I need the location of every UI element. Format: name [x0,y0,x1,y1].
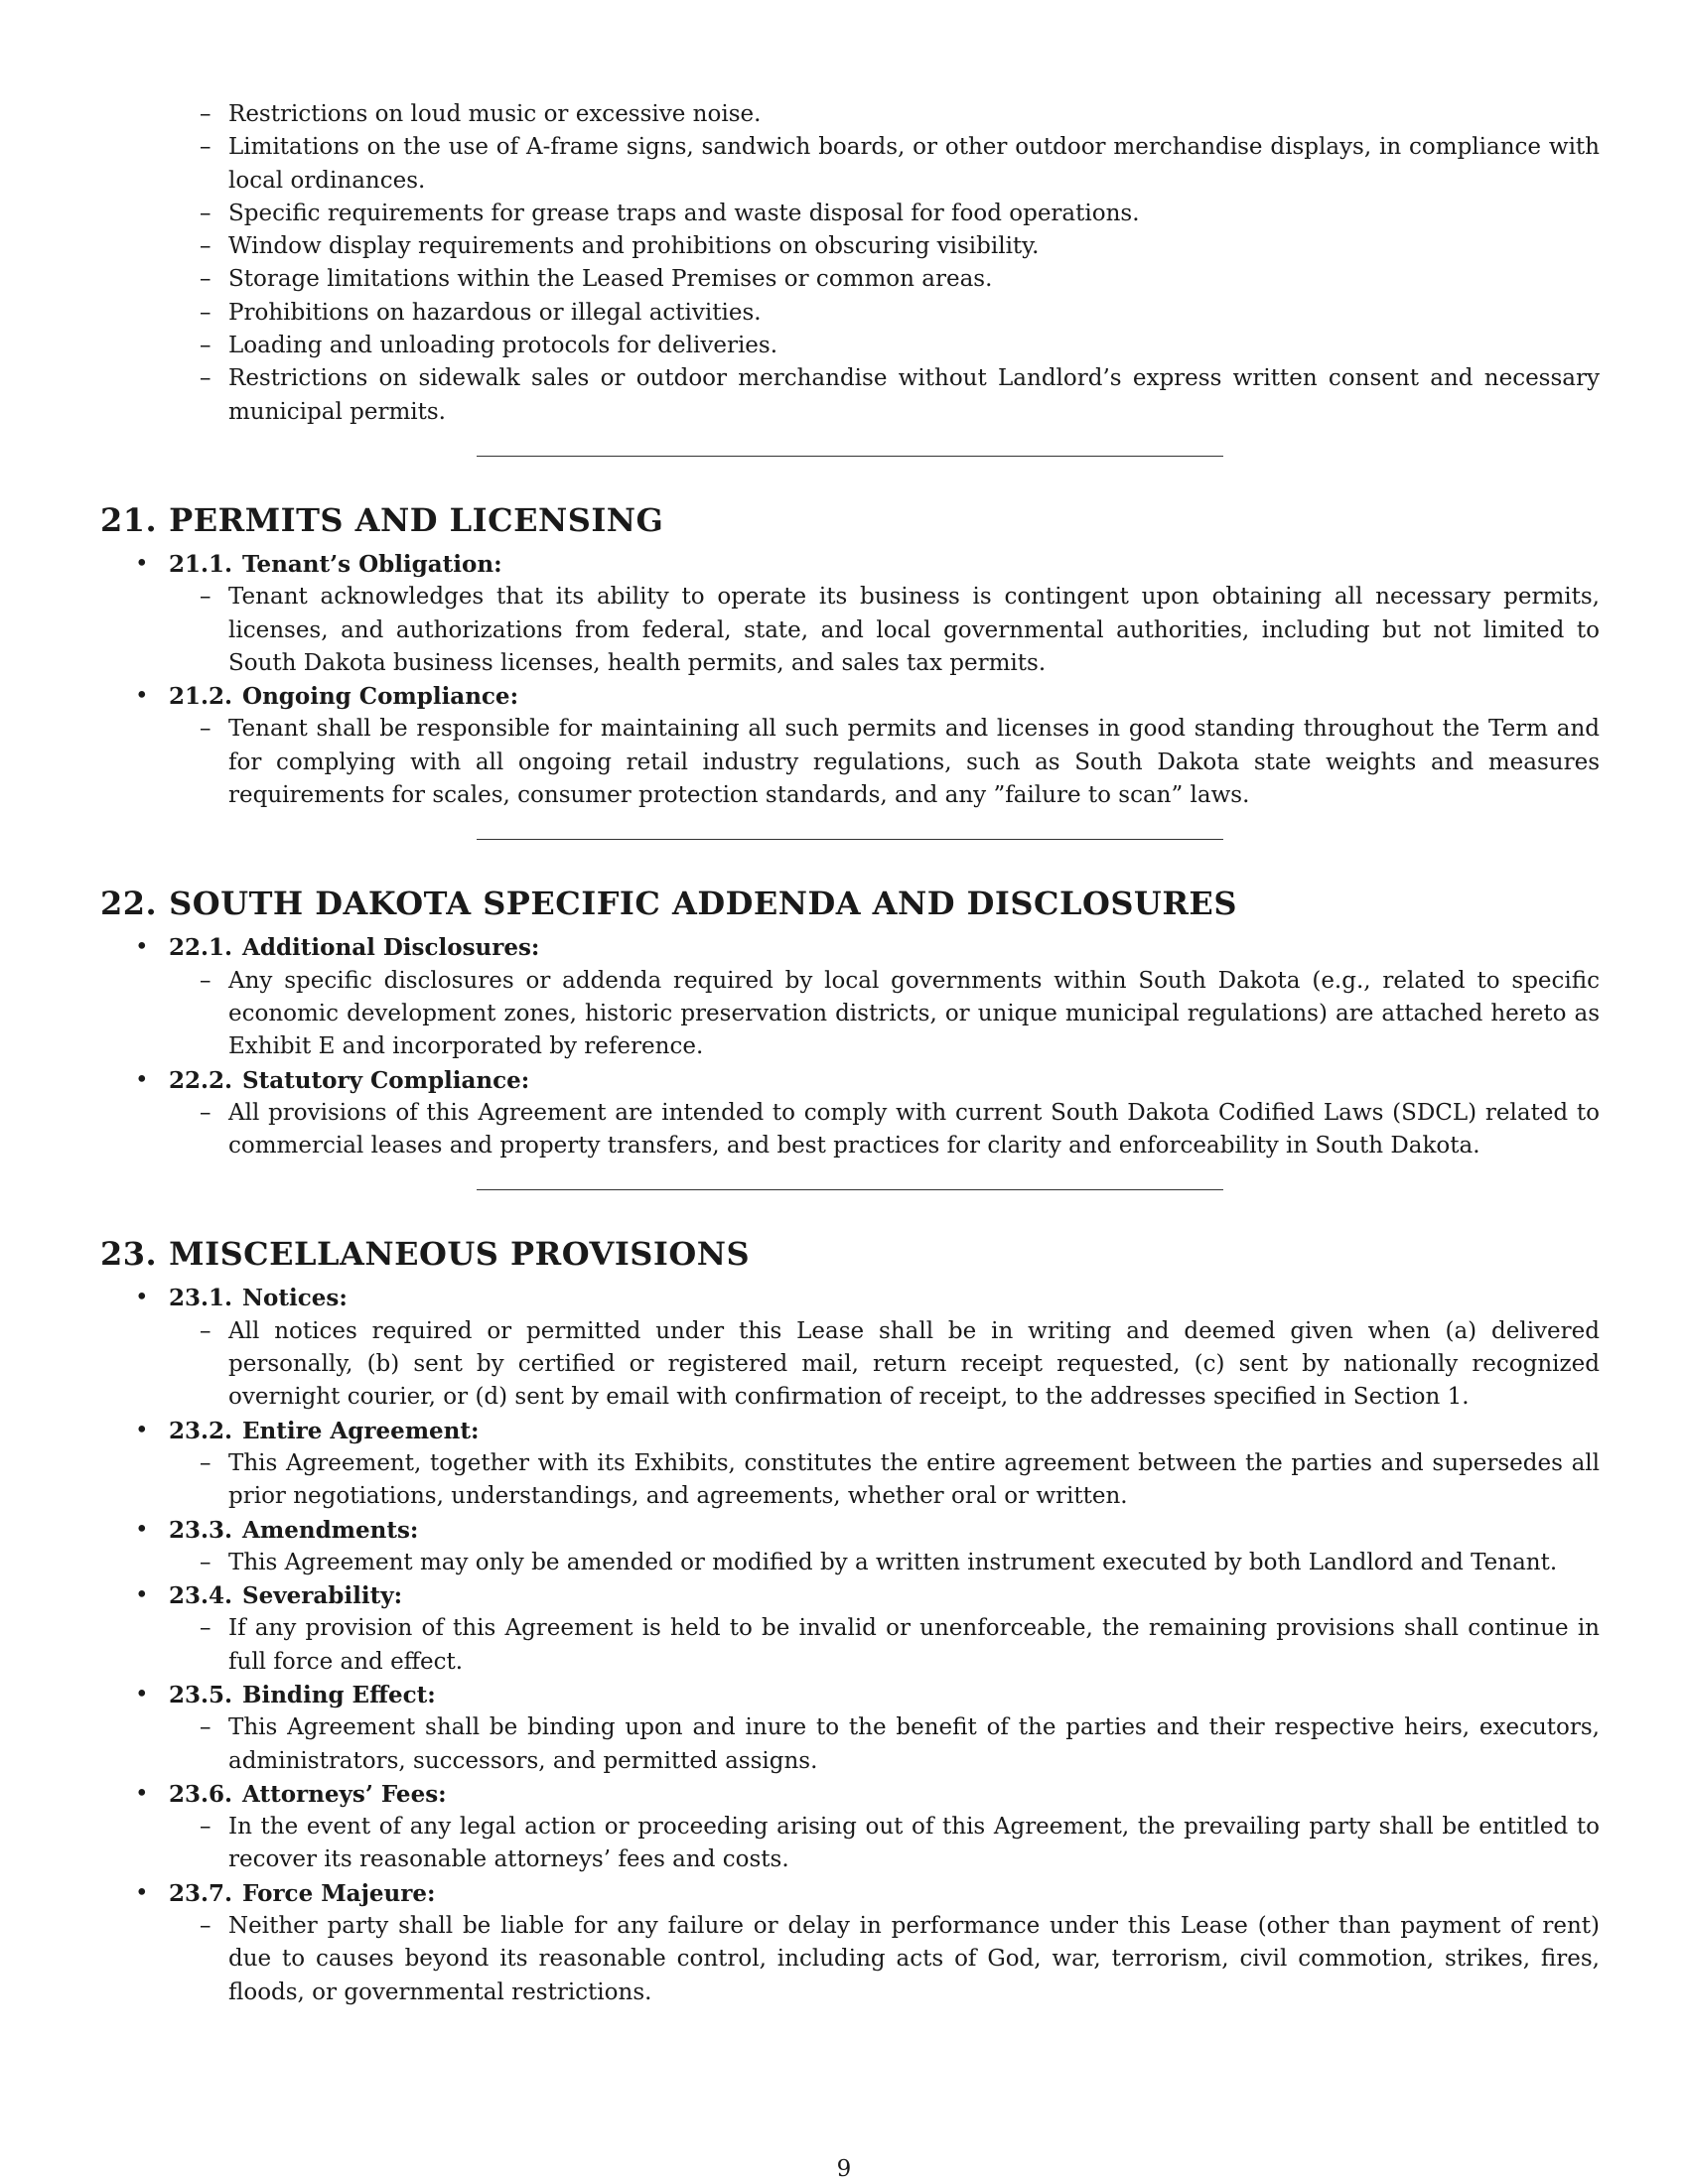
section-heading-22 [100,884,1600,923]
section-23-items [100,1282,1600,2009]
section-number: 23. [100,1235,158,1274]
list-item: – Storage limitations within the Leased Premises or common areas. [228,263,1600,296]
section-divider [477,839,1223,840]
list-item: – Loading and unloading protocols for deliveries. [228,330,1600,362]
clause-title: Ongoing Compliance: [242,683,519,711]
clause-21-2 [100,680,1600,812]
list-item: – Prohibitions on hazardous or illegal activities. [228,297,1600,330]
clause-23-7 [100,1877,1600,2009]
clause-23-1 [100,1282,1600,1414]
clause-22-2 [100,1064,1600,1163]
page-number: 9 [836,2156,852,2182]
list-item: – Specific requirements for grease traps and waste disposal for food operations. [228,198,1600,230]
clause-23-4 [100,1579,1600,1679]
clause-number: 23.7. [169,1879,233,1907]
clause-number: 22.2. [169,1066,233,1094]
list-item: – Restrictions on loud music or excessive noise. [228,98,1600,131]
clause-title: Binding Effect: [242,1681,436,1708]
clause-23-5 [100,1679,1600,1778]
clause-title: Statutory Compliance: [242,1066,530,1094]
clause-title: Attorneys’ Fees: [242,1780,447,1808]
clause-title: Severability: [242,1582,403,1610]
clause-23-3 [100,1514,1600,1580]
clause-number: 22.1. [169,934,233,962]
clause-title: Notices: [242,1285,348,1312]
section-title: SOUTH DAKOTA SPECIFIC ADDENDA AND DISCLOSURES [169,885,1237,923]
clause-number: 23.4. [169,1582,233,1610]
section-22-items [100,931,1600,1162]
clause-number: 23.3. [169,1516,233,1544]
clause-title: Tenant’s Obligation: [242,550,502,578]
clause-text: – All provisions of this Agreement are intended to comply with current South Dakota Codified Laws (SDCL) related to commercial leases and property transfers, and best practices for clarity and enforceability in South Dakota. [228,1097,1600,1163]
clause-23-6 [100,1778,1600,1877]
clause-text: – All notices required or permitted under this Lease shall be in writing and deemed given when (a) delivered personally, (b) sent by certified or registered mail, return receipt requested, (c) sent by nationally recognized overnight courier, or (d) sent by email with confirmation of receipt, to the addresses specified in Section 1. [228,1315,1600,1415]
clause-text: – Neither party shall be liable for any failure or delay in performance under this Lease (other than payment of rent) due to causes beyond its reasonable control, including acts of God, war, terrorism, civil commotion, strikes, fires, floods, or governmental restrictions. [228,1910,1600,2009]
clause-text: – This Agreement, together with its Exhibits, constitutes the entire agreement between the parties and supersedes all prior negotiations, understandings, and agreements, whether oral or written. [228,1447,1600,1514]
clause-title: Additional Disclosures: [242,934,540,962]
section-heading-23 [100,1234,1600,1274]
section-number: 21. [100,500,158,539]
list-item: – Window display requirements and prohibitions on obscuring visibility. [228,230,1600,263]
clause-number: 23.6. [169,1780,233,1808]
clause-text: – Tenant acknowledges that its ability to operate its business is contingent upon obtaining all necessary permits, licenses, and authorizations from federal, state, and local governmental authorities, including but not limited to South Dakota business licenses, health permits, and sales tax permits. [228,581,1600,680]
section-title: MISCELLANEOUS PROVISIONS [169,1235,751,1274]
continued-restrictions-list [100,98,1600,429]
clause-number: 23.1. [169,1285,233,1312]
list-item: – Restrictions on sidewalk sales or outdoor merchandise without Landlord’s express written consent and necessary municipal permits. [228,362,1600,429]
clause-number: 23.2. [169,1417,233,1444]
clause-title: Force Majeure: [242,1879,436,1907]
section-divider [477,456,1223,457]
section-21-items [100,548,1600,812]
clause-title: Entire Agreement: [242,1417,480,1444]
clause-number: 21.1. [169,550,233,578]
clause-text: – This Agreement shall be binding upon and inure to the benefit of the parties and their respective heirs, executors, administrators, successors, and permitted assigns. [228,1711,1600,1778]
clause-text: – If any provision of this Agreement is held to be invalid or unenforceable, the remaining provisions shall continue in full force and effect. [228,1612,1600,1679]
clause-21-1 [100,548,1600,680]
section-number: 22. [100,885,158,923]
clause-22-1 [100,931,1600,1063]
list-item: – Limitations on the use of A-frame signs, sandwich boards, or other outdoor merchandise displays, in compliance with local ordinances. [228,131,1600,198]
clause-text: – Any specific disclosures or addenda required by local governments within South Dakota (e.g., related to specific economic development zones, historic preservation districts, or unique municipal regulations) are attached hereto as Exhibit E and incorporated by reference. [228,965,1600,1064]
section-title: PERMITS AND LICENSING [169,500,664,539]
clause-text: – This Agreement may only be amended or modified by a written instrument executed by both Landlord and Tenant. [228,1547,1600,1579]
clause-number: 21.2. [169,683,233,711]
clause-number: 23.5. [169,1681,233,1708]
clause-text: – Tenant shall be responsible for maintaining all such permits and licenses in good standing throughout the Term and for complying with all ongoing retail industry regulations, such as South Dakota state weights and measures requirements for scales, consumer protection standards, and any ”failure to scan” laws. [228,713,1600,812]
clause-text: – In the event of any legal action or proceeding arising out of this Agreement, the prevailing party shall be entitled to recover its reasonable attorneys’ fees and costs. [228,1811,1600,1877]
clause-title: Amendments: [242,1516,419,1544]
section-heading-21 [100,500,1600,540]
clause-23-2 [100,1415,1600,1514]
section-divider [477,1189,1223,1190]
document-page [100,98,1600,2009]
